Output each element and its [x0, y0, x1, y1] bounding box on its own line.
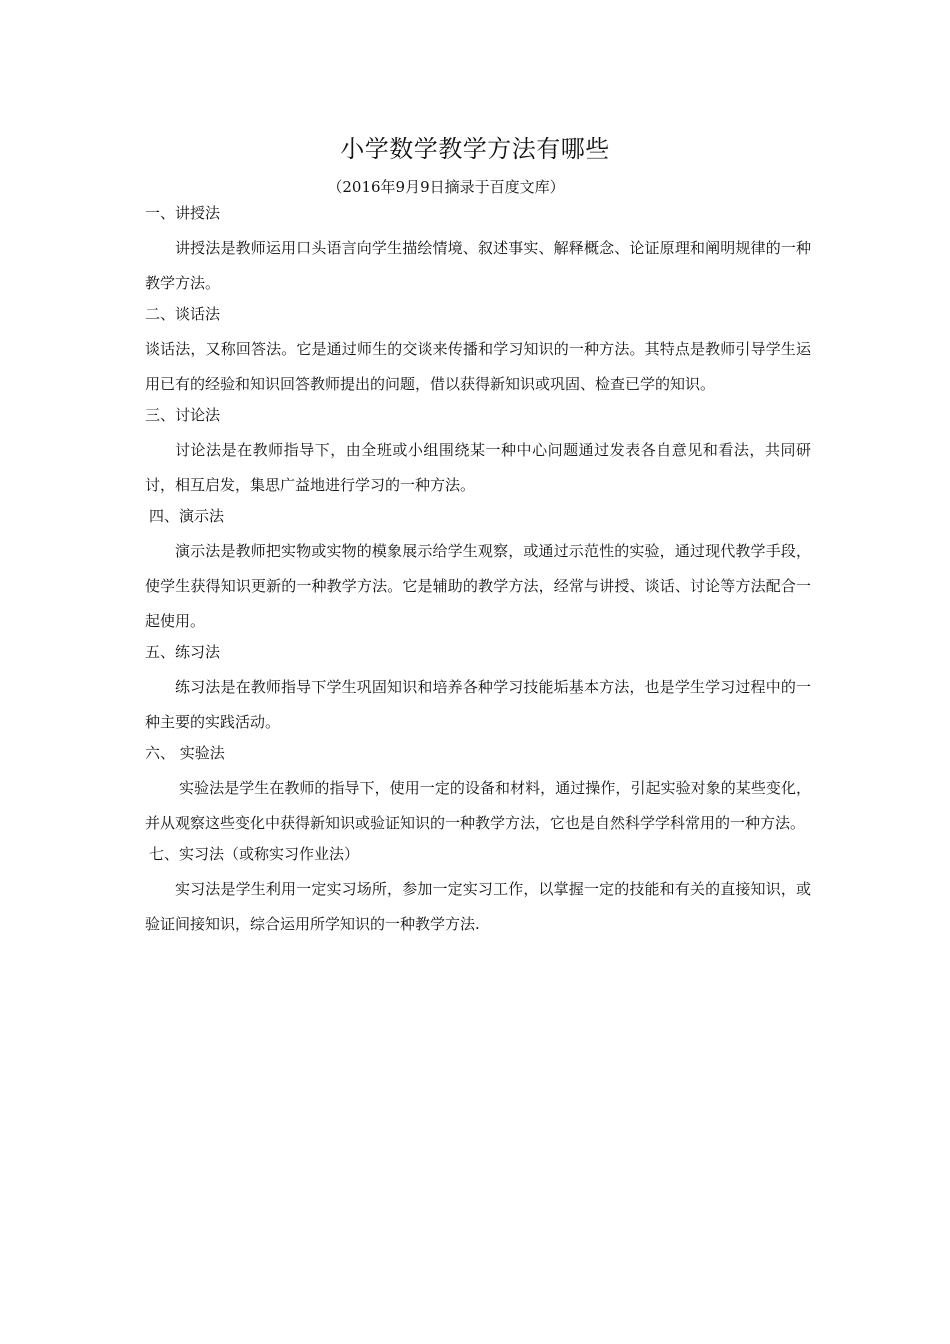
section-paragraph: 讲授法是教师运用口头语言向学生描绘情境、叙述事实、解释概念、论证原理和阐明规律的一种教学方法。: [145, 239, 811, 292]
document-title: 小学数学教学方法有哪些: [340, 135, 610, 163]
section-heading: 六、 实验法: [145, 744, 225, 762]
section-paragraph: 实验法是学生在教师的指导下，使用一定的设备和材料，通过操作，引起实验对象的某些变化，并从观察这些变化中获得新知识或验证知识的一种教学方法，它也是自然科学学科常用的一种方法。: [145, 779, 811, 832]
document-subtitle: （2016年9月9日摘录于百度文库）: [327, 178, 565, 196]
section-demonstration: [145, 503, 811, 639]
section-practice: [145, 639, 811, 740]
document-body: [145, 200, 811, 942]
section-paragraph: 练习法是在教师指导下学生巩固知识和培养各种学习技能垢基本方法，也是学生学习过程中的一种主要的实践活动。: [145, 678, 811, 731]
section-discussion: [145, 402, 811, 503]
section-heading: 三、讨论法: [145, 406, 221, 424]
section-lecture: [145, 200, 811, 301]
section-heading: 一、讲授法: [145, 204, 221, 222]
section-heading: 七、实习法（或称实习作业法）: [149, 845, 360, 863]
section-heading: 四、演示法: [149, 507, 225, 525]
section-experiment: [145, 740, 811, 841]
section-paragraph: 演示法是教师把实物或实物的模象展示给学生观察，或通过示范性的实验，通过现代教学手段，使学生获得知识更新的一种教学方法。它是辅助的教学方法，经常与讲授、谈话、讨论等方法配合一起使用。: [145, 542, 811, 630]
section-paragraph: 实习法是学生利用一定实习场所，参加一定实习工作，以掌握一定的技能和有关的直接知识，或验证间接知识，综合运用所学知识的一种教学方法.: [145, 880, 811, 933]
section-heading: 二、谈话法: [145, 305, 221, 323]
section-heading: 五、练习法: [145, 643, 221, 661]
section-conversation: [145, 301, 811, 402]
section-paragraph: 讨论法是在教师指导下，由全班或小组围绕某一种中心问题通过发表各自意见和看法，共同研讨，相互启发，集思广益地进行学习的一种方法。: [145, 441, 811, 494]
section-paragraph: 谈话法，又称回答法。它是通过师生的交谈来传播和学习知识的一种方法。其特点是教师引导学生运用已有的经验和知识回答教师提出的问题，借以获得新知识或巩固、检查已学的知识。: [145, 340, 811, 393]
section-internship: [145, 841, 811, 942]
